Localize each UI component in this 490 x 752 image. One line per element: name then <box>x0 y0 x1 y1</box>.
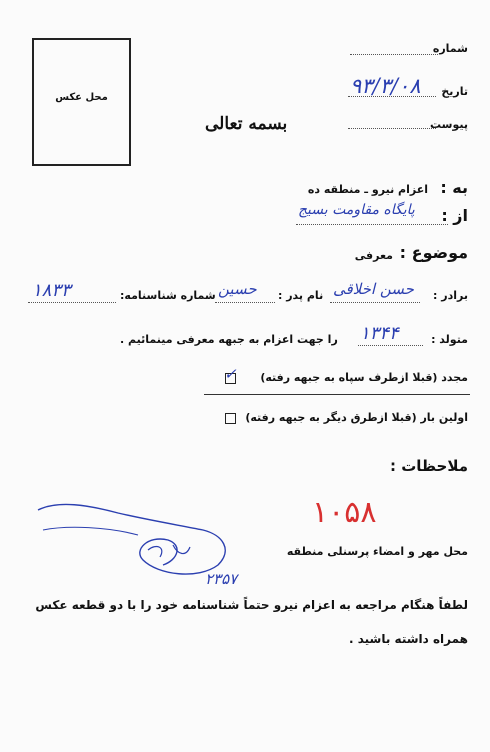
divider-line <box>204 394 470 395</box>
notes-number: ۱۰۵۸ <box>312 495 377 530</box>
born-suffix: را جهت اعزام به جبهه معرفی مینمائیم . <box>120 333 338 346</box>
brother-label: برادر : <box>433 289 468 302</box>
attachment-line <box>348 128 436 129</box>
born-label: متولد : <box>431 333 468 346</box>
option-repeat-label: مجدد (قبلا ازطرف سپاه به جبهه رفته) <box>260 371 468 384</box>
id-value: ۱۸۳۳ <box>32 280 71 301</box>
father-label: نام پدر : <box>278 289 324 302</box>
to-label: به : <box>440 178 468 197</box>
check-mark-icon: ✓ <box>224 365 237 383</box>
number-label: شماره <box>432 42 468 55</box>
number-line <box>350 54 438 55</box>
subject-label: موضوع : <box>399 243 468 262</box>
subject-value: معرفی <box>354 249 393 262</box>
born-line <box>358 345 423 346</box>
footer-line-1: لطفاً هنگام مراجعه به اعزام نیرو حتماً شناسنامه خود را با دو قطعه عکس <box>35 598 468 612</box>
to-value: اعزام نیرو ـ منطقه ده <box>307 183 428 196</box>
from-line <box>296 224 448 225</box>
date-label: تاریخ <box>441 85 468 98</box>
from-value: پایگاه مقاومت بسیج <box>298 202 415 218</box>
from-label: از : <box>441 206 468 225</box>
id-label: شماره شناسنامه: <box>120 289 216 302</box>
father-line <box>215 302 275 303</box>
brother-line <box>330 302 420 303</box>
born-value: ۱۳۴۴ <box>360 323 399 344</box>
id-line <box>28 302 116 303</box>
brother-value: حسن اخلاقی <box>333 280 414 298</box>
date-value: ۹۳/۳/۰۸ <box>350 74 421 98</box>
page-title: بسمه تعالی <box>205 114 288 134</box>
seal-label: محل مهر و امضاء پرسنلی منطقه <box>286 545 468 558</box>
notes-label: ملاحظات : <box>389 457 468 475</box>
option-first-label: اولین بار (قبلا ازطرق دیگر به جبهه رفته) <box>245 411 468 424</box>
seal-code: ۲۳۵۷ <box>205 570 238 588</box>
attachment-label: پیوست <box>430 118 468 131</box>
father-value: حسین <box>218 280 257 298</box>
option-first-checkbox[interactable] <box>225 413 236 424</box>
photo-label: محل عکس <box>55 92 108 103</box>
footer-line-2: همراه داشته باشید . <box>348 632 468 646</box>
